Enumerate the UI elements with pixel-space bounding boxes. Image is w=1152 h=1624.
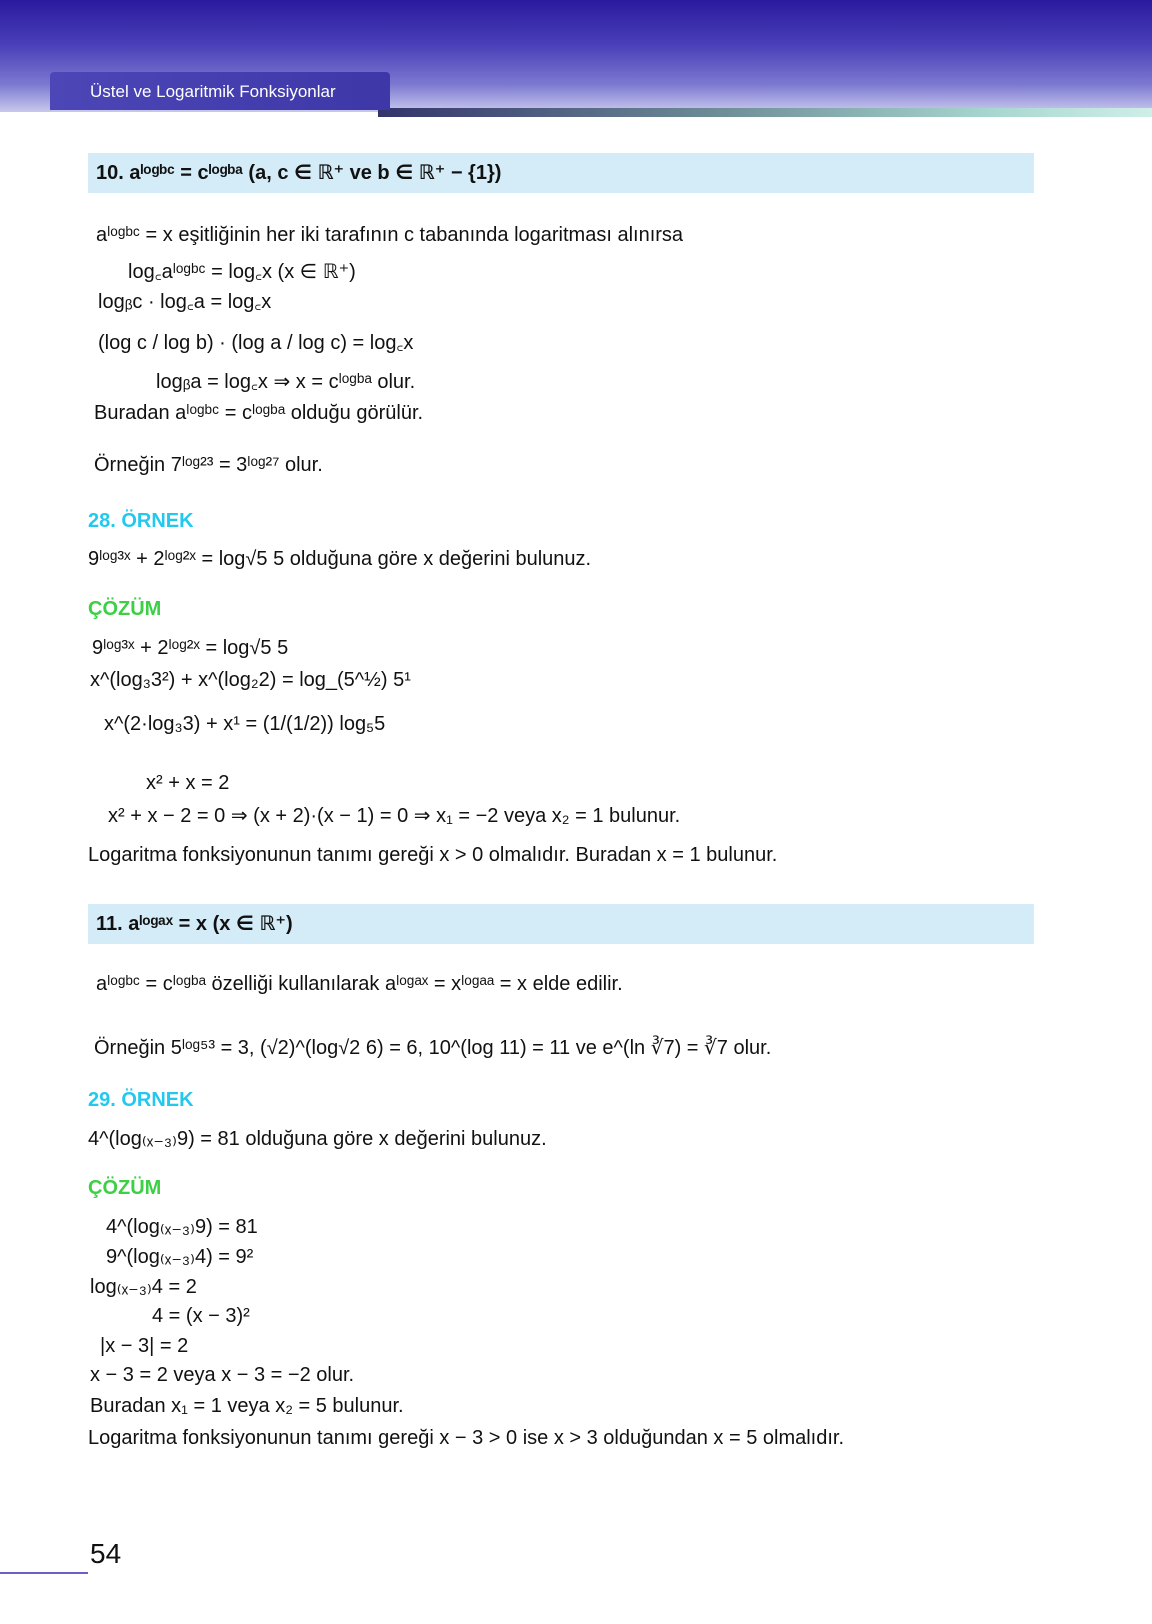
example-29-question: 4^(log₍ₓ₋₃₎9) = 81 olduğuna göre x değerini bulunuz.: [88, 1128, 547, 1150]
rule-10-line: logᵦc · log꜀a = log꜀x: [98, 291, 272, 313]
solution-line: Logaritma fonksiyonunun tanımı gereği x > 0 olmalıdır. Buradan x = 1 bulunur.: [88, 844, 778, 866]
rule-11-title: 11. aˡᵒᵍᵃˣ = x (x ∈ ℝ⁺): [96, 913, 293, 935]
solution-line: |x − 3| = 2: [100, 1335, 189, 1357]
example-28-solution-label: ÇÖZÜM: [88, 598, 162, 620]
solution-line: x^(log₃3²) + x^(log₂2) = log_(5^½) 5¹: [90, 669, 411, 691]
rule-11-line: Örneğin 5ˡᵒᵍ⁵³ = 3, (√2)^(log√2 6) = 6, 10^(log 11) = 11 ve e^(ln ∛7) = ∛7 olur.: [94, 1037, 772, 1059]
section-title: Üstel ve Logaritmik Fonksiyonlar: [90, 82, 336, 101]
example-29-solution-label: ÇÖZÜM: [88, 1177, 162, 1199]
solution-line: x² + x − 2 = 0 ⇒ (x + 2)·(x − 1) = 0 ⇒ x₁ = −2 veya x₂ = 1 bulunur.: [108, 805, 681, 827]
footer-rule: [0, 1572, 88, 1574]
solution-line: Buradan x₁ = 1 veya x₂ = 5 bulunur.: [90, 1395, 404, 1417]
rule-10-title: 10. aˡᵒᵍᵇᶜ = cˡᵒᵍᵇᵃ (a, c ∈ ℝ⁺ ve b ∈ ℝ⁺ − {1}): [96, 162, 502, 184]
solution-line: 4^(log₍ₓ₋₃₎9) = 81: [106, 1216, 258, 1238]
section-title-tab: [50, 72, 390, 110]
example-28-question: 9ˡᵒᵍ³ˣ + 2ˡᵒᵍ²ˣ = log√5 5 olduğuna göre x değerini bulunuz.: [88, 548, 592, 570]
solution-line: log₍ₓ₋₃₎4 = 2: [90, 1276, 197, 1298]
rule-10-line: logᵦa = log꜀x ⇒ x = cˡᵒᵍᵇᵃ olur.: [156, 371, 416, 393]
rule-10-line: log꜀aˡᵒᵍᵇᶜ = log꜀x (x ∈ ℝ⁺): [128, 261, 356, 283]
page-number: 54: [90, 1538, 122, 1569]
example-29-label: 29. ÖRNEK: [88, 1089, 194, 1111]
solution-line: x − 3 = 2 veya x − 3 = −2 olur.: [90, 1364, 355, 1386]
example-28-label: 28. ÖRNEK: [88, 510, 194, 532]
rule-10-box: [88, 153, 1034, 193]
rule-11-box: [88, 904, 1034, 944]
solution-line: x² + x = 2: [146, 772, 230, 794]
solution-line: 9ˡᵒᵍ³ˣ + 2ˡᵒᵍ²ˣ = log√5 5: [92, 637, 289, 659]
solution-line: 4 = (x − 3)²: [152, 1305, 250, 1327]
rule-10-line: aˡᵒᵍᵇᶜ = x eşitliğinin her iki tarafının c tabanında logaritması alınırsa: [96, 224, 684, 246]
rule-11-line: aˡᵒᵍᵇᶜ = cˡᵒᵍᵇᵃ özelliği kullanılarak aˡᵒᵍᵃˣ = xˡᵒᵍᵃᵃ = x elde edilir.: [96, 973, 623, 995]
solution-line: x^(2·log₃3) + x¹ = (1/(1/2)) log₅5: [104, 713, 386, 735]
rule-10-line: Örneğin 7ˡᵒᵍ²³ = 3ˡᵒᵍ²⁷ olur.: [94, 454, 323, 476]
header-accent-line: [378, 108, 1152, 117]
solution-line: 9^(log₍ₓ₋₃₎4) = 9²: [106, 1246, 254, 1268]
rule-10-line: Buradan aˡᵒᵍᵇᶜ = cˡᵒᵍᵇᵃ olduğu görülür.: [94, 402, 424, 424]
solution-line: Logaritma fonksiyonunun tanımı gereği x − 3 > 0 ise x > 3 olduğundan x = 5 olmalıdır.: [88, 1427, 845, 1449]
rule-10-line: (log c / log b) · (log a / log c) = log꜀x: [98, 332, 414, 354]
